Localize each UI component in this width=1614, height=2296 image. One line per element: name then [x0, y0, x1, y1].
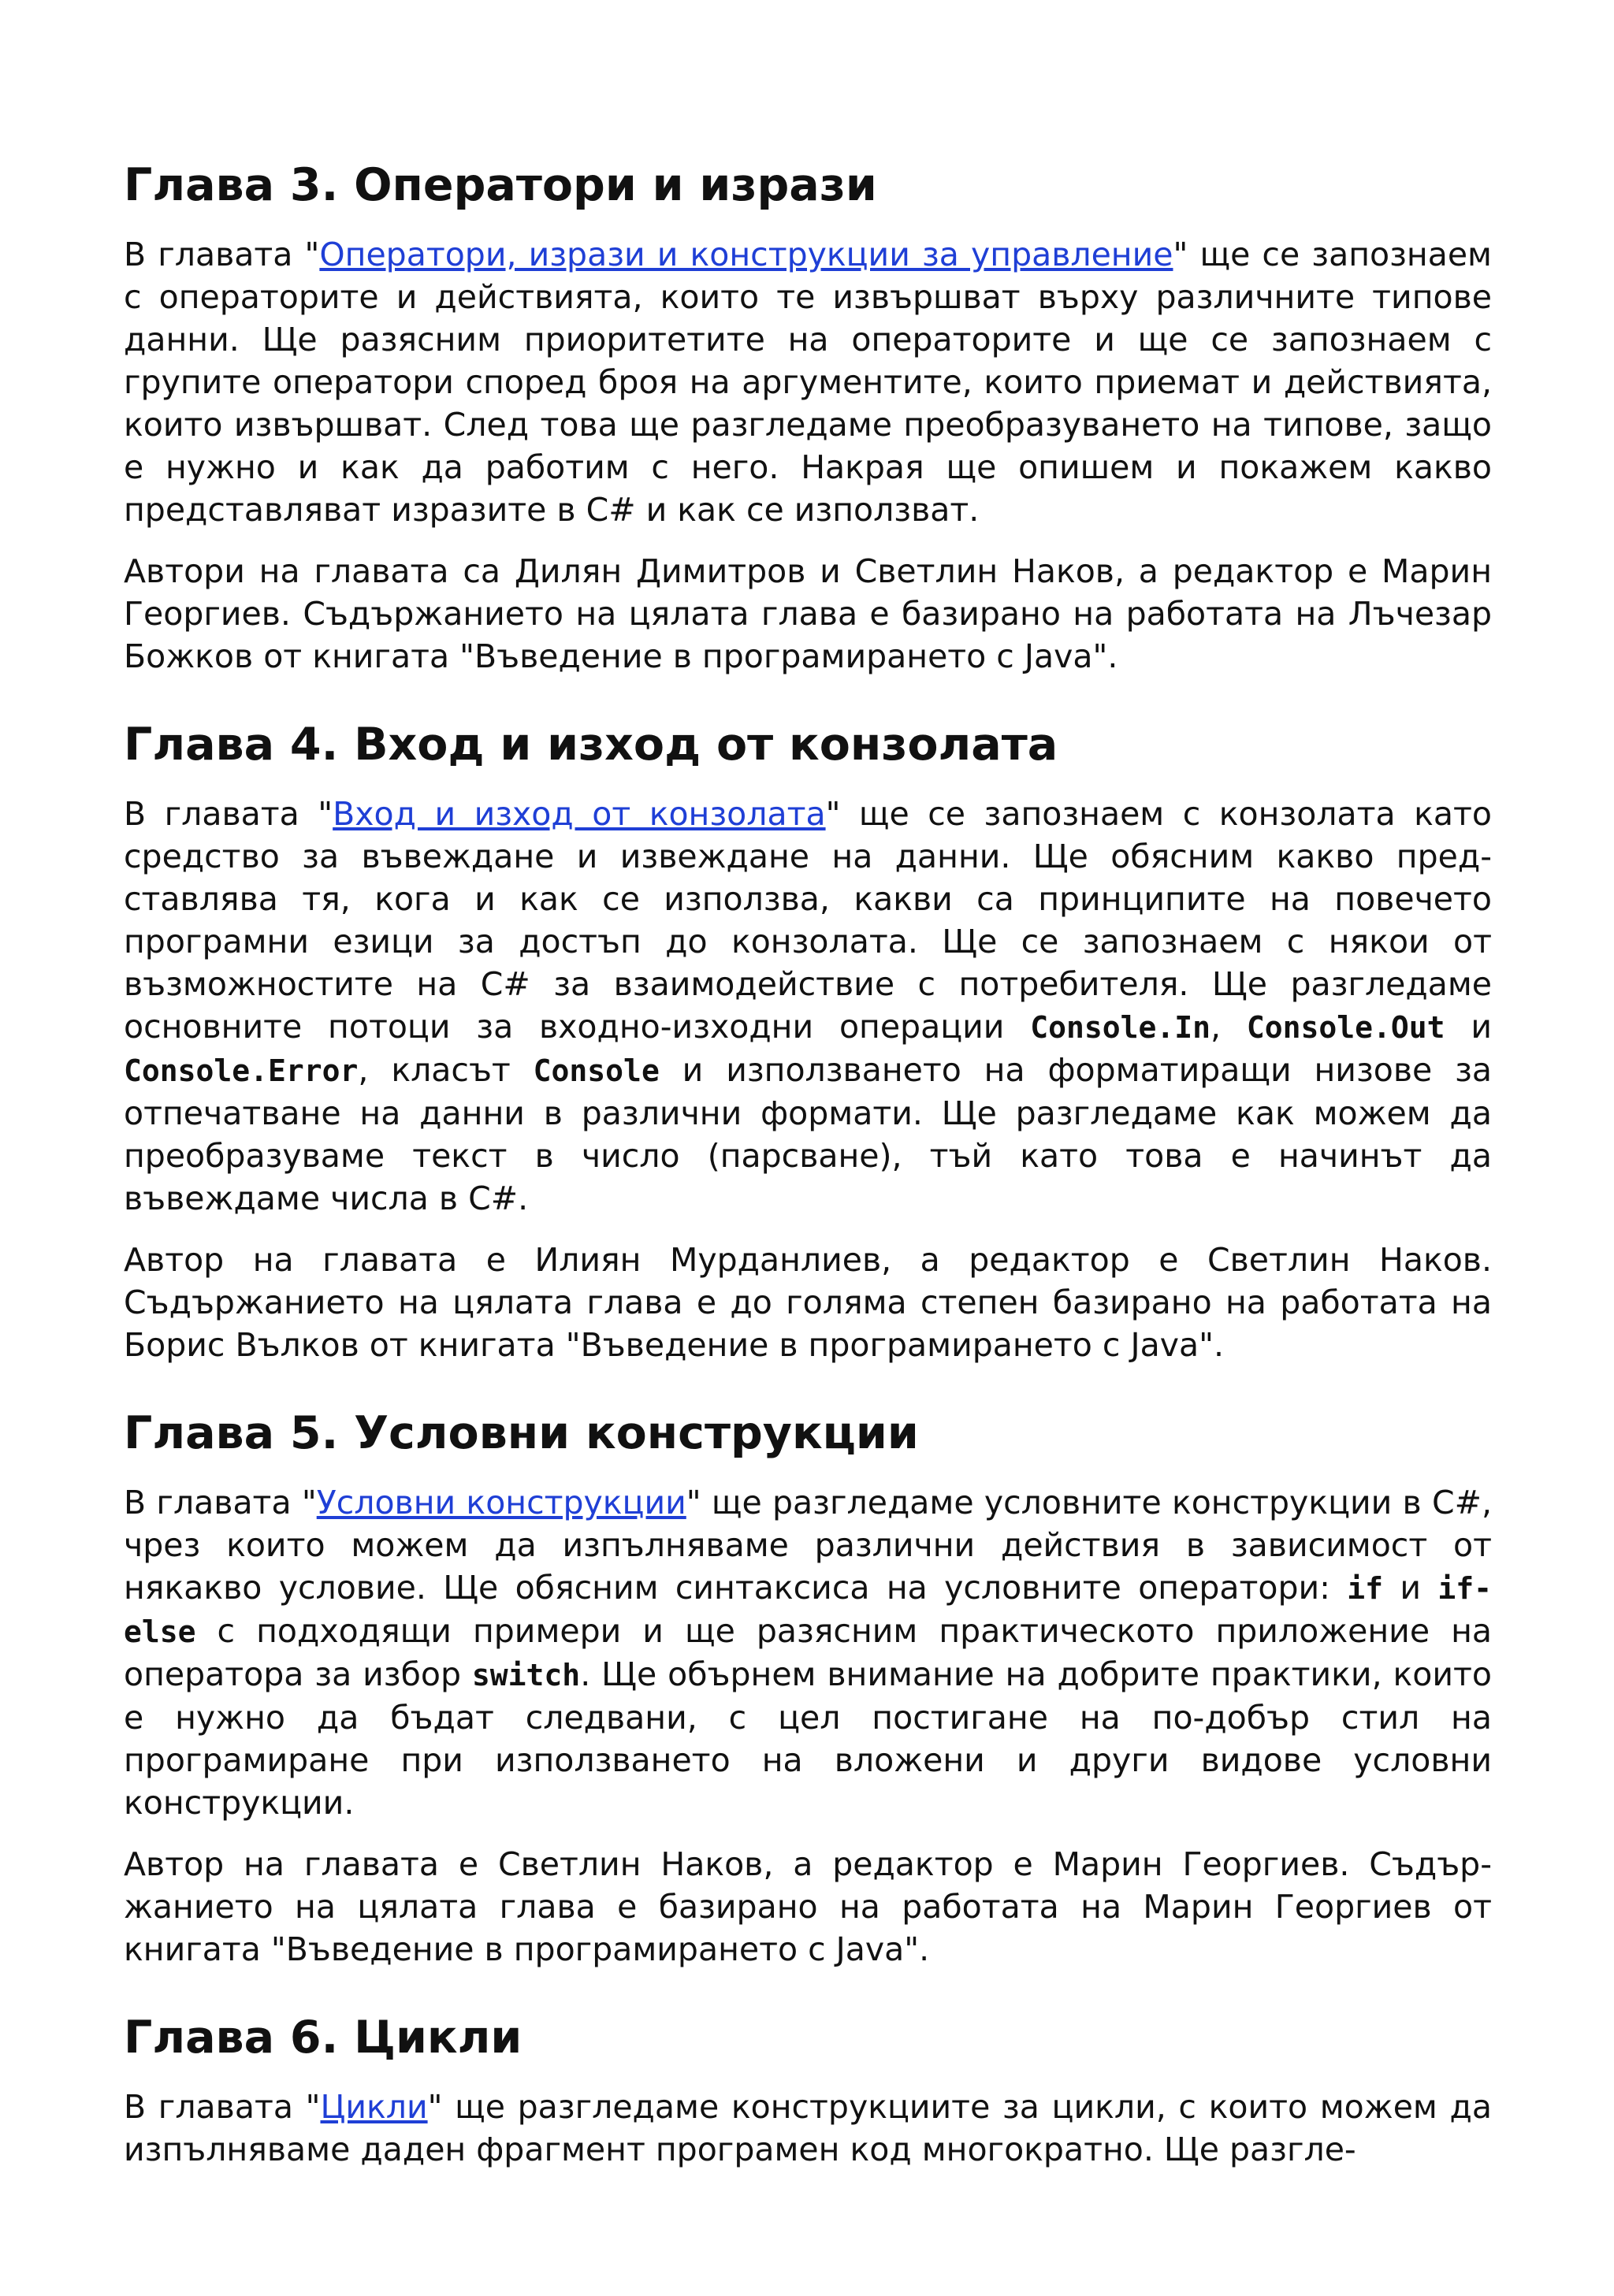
summary-text: . Ще обърнем внимание на добрите практики, които е нужно да бъдат следвани, с цел постигане на по-добър стил на програмиране при използването на вложени и други видове условни конструкции. — [124, 1655, 1492, 1822]
chapter-6-link[interactable]: Цикли — [320, 2088, 428, 2126]
summary-prefix: В главата " — [124, 2088, 321, 2126]
code-console-in: Console.In — [1030, 1010, 1210, 1045]
code-console-out: Console.Out — [1246, 1010, 1445, 1045]
summary-text: " ще се запознаем с конзолата като средство за въвеждане и извеждане на данни. Ще обясним какво представлява тя, кога и как се използва, какви са принципите на повечето програмни езици за достъп до конзолата. Ще се запознаем с някои от възможностите на C# за взаимодействие с потребителя. Ще разгледаме основните потоци за входно-изходни операции — [124, 795, 1492, 1046]
chapter-5-summary — [124, 1481, 1492, 1824]
summary-prefix: В главата " — [124, 236, 320, 273]
document-page — [124, 158, 1492, 2190]
chapter-4-link[interactable]: Вход и изход от конзолата — [333, 795, 826, 833]
code-switch: switch — [471, 1658, 581, 1692]
chapter-3-summary — [124, 233, 1492, 531]
separator: , класът — [358, 1051, 534, 1089]
chapter-4-authors: Автор на главата е Илиян Мурданлиев, а редактор е Светлин Наков. Съдържанието на цялата глава е до голяма степен базирано на работата на Борис Вълков от книгата "Въведение в програмирането с Java". — [124, 1241, 1492, 1364]
separator: и — [1445, 1008, 1492, 1046]
chapter-4-summary — [124, 793, 1492, 1220]
code-console-error: Console.Error — [124, 1053, 359, 1088]
summary-text: и използването на форматиращи низове за отпечатване на данни в различни формати. Ще разгледаме как можем да преобразуваме текст в число (парсване), тъй като това е начинът да въвеждаме числа в C#. — [124, 1051, 1493, 1217]
code-if-else: if-else — [124, 1571, 1492, 1649]
summary-text: " ще се запознаем с операторите и действията, които те извършват върху различните типове данни. Ще разясним приоритетите на операторите и ще се запознаем с групите оператори според броя на аргументите, които приемат и действията, които извършват. След това ще разгледаме преобразуването на типове, защо е нужно и как да работим с него. Накрая ще опишем и покажем какво представляват изразите в C# и как се използват. — [124, 236, 1492, 529]
chapter-6-heading: Глава 6. Цикли — [124, 2012, 523, 2064]
chapter-6 — [124, 2010, 1492, 2171]
summary-text: " ще разгледаме условните конструкции в C#, чрез които можем да изпълняваме различни действия в зависимост от някакво условие. Ще обясним синтаксиса на условните оператори: — [124, 1484, 1492, 1607]
chapter-6-summary — [124, 2086, 1492, 2171]
chapter-5 — [124, 1406, 1492, 1971]
chapter-3-authors: Автори на главата са Дилян Димитров и Светлин Наков, а редактор е Марин Георгиев. Съдържанието на цялата глава е базирано на работата на Лъчезар Божков от книгата "Въведение в програмирането с Java". — [124, 552, 1492, 675]
chapter-3-link[interactable]: Оператори, изрази и конструкции за управление — [319, 236, 1173, 273]
code-if: if — [1347, 1571, 1384, 1606]
summary-text: " ще разгледаме конструкциите за цикли, с които можем да изпълняваме даден фрагмент програмен код многократно. Ще разгле- — [124, 2088, 1493, 2168]
chapter-4 — [124, 717, 1492, 1366]
chapter-4-heading: Глава 4. Вход и изход от конзолата — [124, 719, 1058, 771]
chapter-5-heading: Глава 5. Условни конструкции — [124, 1407, 919, 1459]
summary-prefix: В главата " — [124, 1484, 317, 1521]
summary-text: с подходящи примери и ще разясним практическото приложение на оператора за избор — [124, 1612, 1492, 1693]
chapter-3 — [124, 158, 1492, 678]
separator: и — [1383, 1569, 1438, 1607]
separator: , — [1210, 1008, 1247, 1046]
chapter-5-authors: Автор на главата е Светлин Наков, а редактор е Марин Георгиев. Съдържанието на цялата глава е базирано на работата на Марин Георгиев от книгата "Въведение в програмирането с Java". — [124, 1845, 1492, 1968]
chapter-3-heading: Глава 3. Оператори и изрази — [124, 159, 877, 211]
chapter-5-link[interactable]: Условни конструкции — [316, 1484, 686, 1521]
code-console: Console — [533, 1053, 660, 1088]
summary-prefix: В главата " — [124, 795, 333, 833]
